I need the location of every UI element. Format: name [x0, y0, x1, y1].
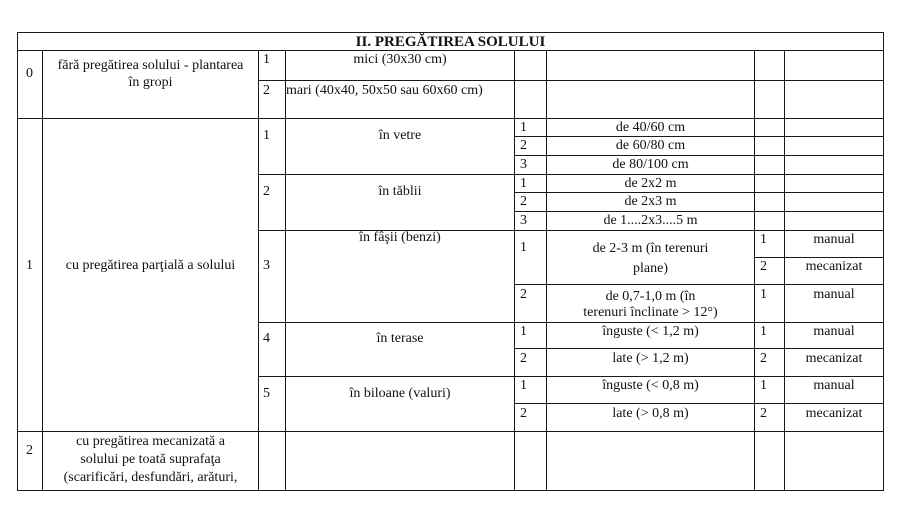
item-number: 1 — [520, 324, 527, 339]
row-label: în gropi — [128, 75, 173, 90]
group-label: în biloane (valuri) — [349, 386, 451, 401]
group-label: în terase — [376, 331, 424, 346]
group-number: 1 — [263, 128, 270, 143]
row-divider — [258, 376, 884, 377]
sub-label: mari (40x40, 50x50 sau 60x60 cm) — [286, 83, 483, 98]
item-number: 2 — [520, 287, 527, 302]
method-label: mecanizat — [805, 351, 863, 366]
method-label: manual — [813, 287, 855, 302]
item-label: de 60/80 cm — [615, 138, 686, 153]
item-number: 1 — [520, 378, 527, 393]
item-number: 2 — [520, 194, 527, 209]
method-number: 2 — [760, 351, 767, 366]
sub-number: 2 — [263, 83, 270, 98]
group-number: 3 — [263, 258, 270, 273]
method-number: 1 — [760, 324, 767, 339]
item-label: de 0,7-1,0 m (în — [605, 289, 696, 304]
row-label: cu pregătirea mecanizată a — [76, 434, 225, 449]
row-divider — [258, 322, 884, 323]
row-divider — [258, 174, 884, 175]
method-number: 2 — [760, 259, 767, 274]
row-code: 1 — [26, 258, 33, 273]
item-number: 2 — [520, 406, 527, 421]
column-divider — [754, 50, 755, 491]
item-number: 1 — [520, 176, 527, 191]
group-label: în vetre — [378, 128, 422, 143]
method-number: 2 — [760, 406, 767, 421]
group-label: în fâşii (benzi) — [359, 230, 441, 245]
item-label: de 2x2 m — [624, 176, 677, 191]
group-label: în tăblii — [378, 184, 422, 199]
row-label: cu pregătirea parţială a solului — [65, 258, 236, 273]
item-label: de 2-3 m (în terenuri — [592, 241, 709, 256]
row-divider — [514, 192, 884, 193]
row-divider — [514, 348, 884, 349]
row-divider — [258, 80, 884, 81]
method-label: mecanizat — [805, 259, 863, 274]
sub-label: mici (30x30 cm) — [353, 52, 447, 67]
row-code: 2 — [26, 443, 33, 458]
method-number: 1 — [760, 378, 767, 393]
row-label: (scarificări, desfundări, arături, — [63, 470, 238, 485]
row-code: 0 — [26, 66, 33, 81]
group-number: 2 — [263, 184, 270, 199]
item-number: 2 — [520, 351, 527, 366]
section-title: II. PREGĂTIREA SOLULUI — [355, 34, 546, 50]
item-number: 1 — [520, 240, 527, 255]
row-label: fără pregătirea solului - plantarea — [57, 58, 244, 73]
group-number: 5 — [263, 386, 270, 401]
item-label: de 2x3 m — [624, 194, 677, 209]
column-divider — [514, 50, 515, 491]
item-label: plane) — [633, 261, 668, 276]
item-label: terenuri înclinate > 12°) — [583, 305, 718, 320]
item-label: late (> 0,8 m) — [612, 406, 689, 421]
item-number: 3 — [520, 213, 527, 228]
row-divider — [514, 403, 884, 404]
column-divider — [258, 50, 259, 491]
item-label: înguste (< 1,2 m) — [602, 324, 699, 339]
item-number: 1 — [520, 120, 527, 135]
item-label: de 1....2x3....5 m — [603, 213, 698, 228]
row-divider — [514, 155, 884, 156]
column-divider — [285, 50, 286, 491]
method-label: manual — [813, 378, 855, 393]
method-label: mecanizat — [805, 406, 863, 421]
row-divider — [754, 257, 884, 258]
method-number: 1 — [760, 232, 767, 247]
item-number: 3 — [520, 157, 527, 172]
item-label: de 80/100 cm — [612, 157, 689, 172]
method-label: manual — [813, 232, 855, 247]
item-label: de 40/60 cm — [615, 120, 686, 135]
method-number: 1 — [760, 287, 767, 302]
item-number: 2 — [520, 138, 527, 153]
method-label: manual — [813, 324, 855, 339]
group-number: 4 — [263, 331, 270, 346]
item-label: înguste (< 0,8 m) — [602, 378, 699, 393]
row-label: solului pe toată suprafaţa — [80, 452, 221, 467]
row-divider — [514, 136, 884, 137]
table-border — [883, 32, 884, 491]
item-label: late (> 1,2 m) — [612, 351, 689, 366]
row-divider — [514, 211, 884, 212]
row-divider — [514, 284, 884, 285]
table-border — [17, 32, 884, 33]
sub-number: 1 — [263, 52, 270, 67]
